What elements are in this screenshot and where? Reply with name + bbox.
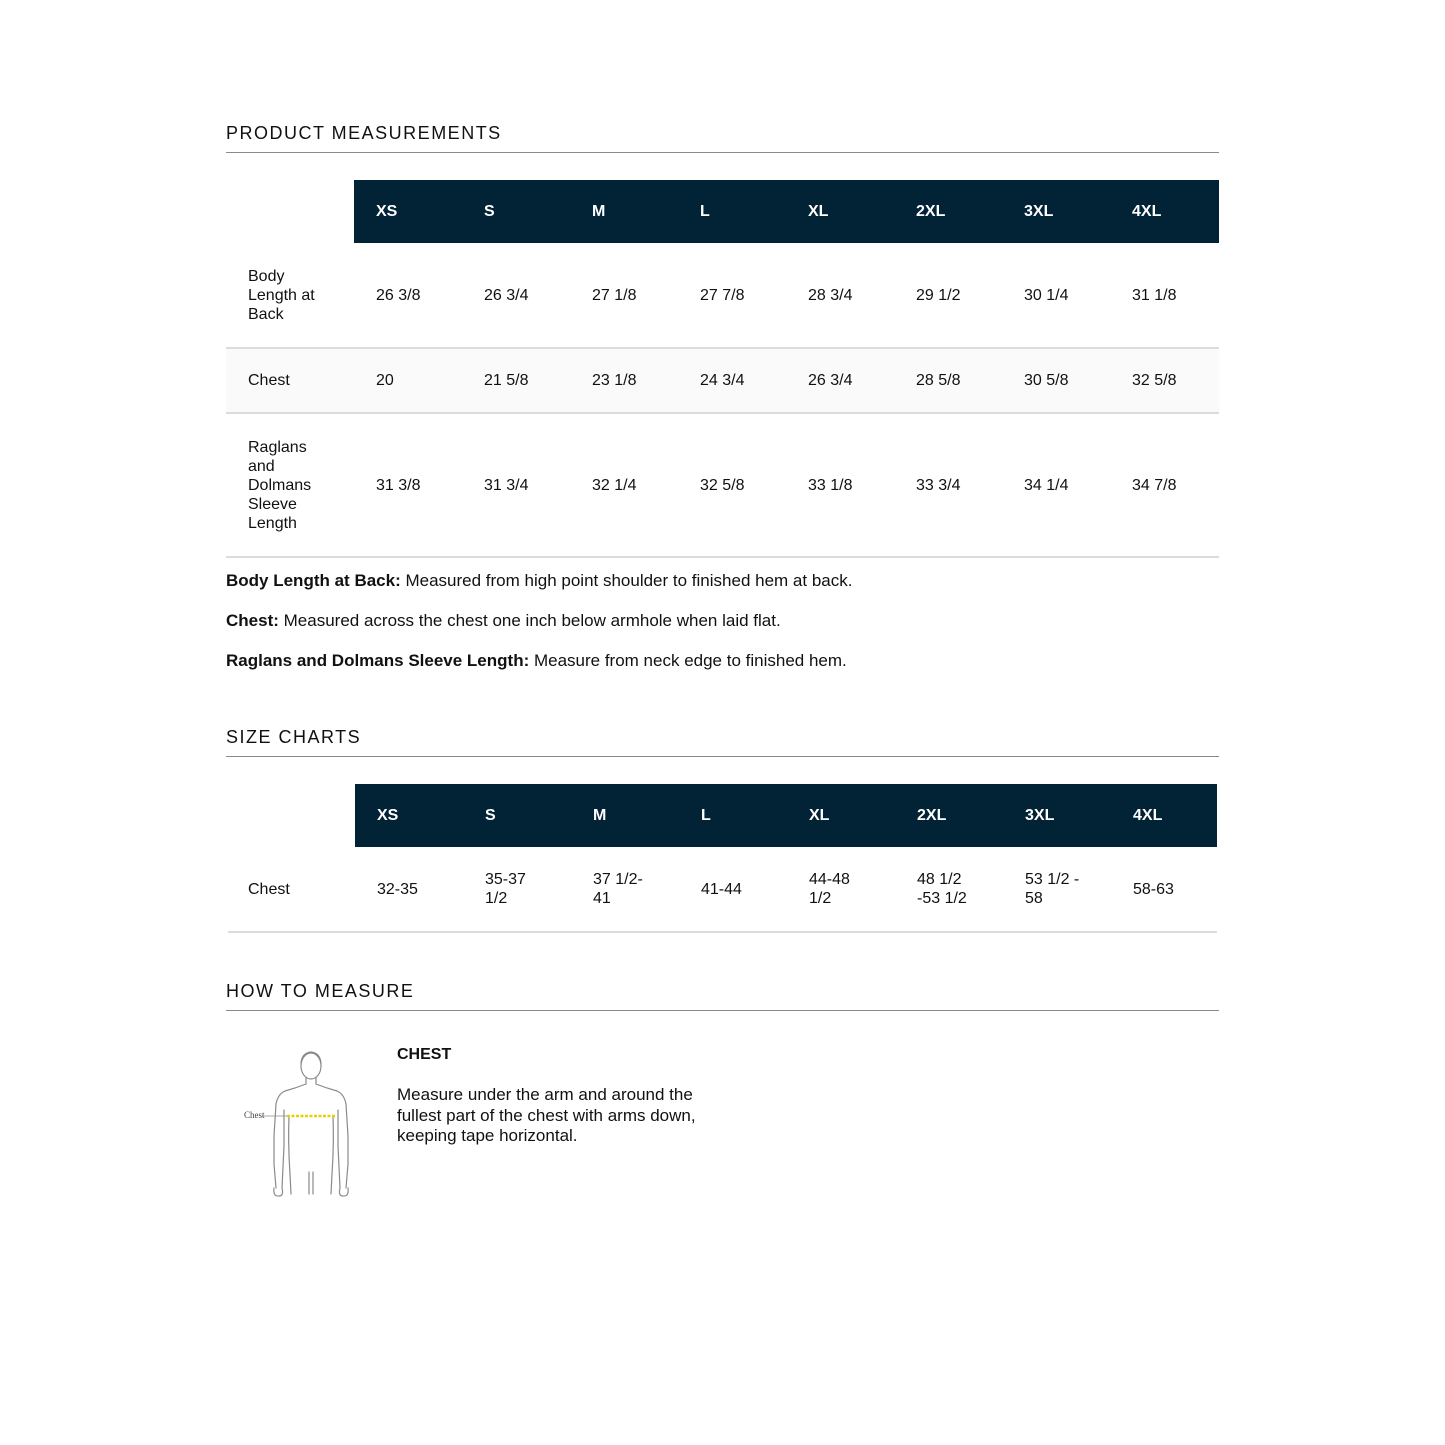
size-header: L: [678, 180, 786, 243]
table-cell: 30 1/4: [1002, 243, 1110, 348]
table-cell: 34 1/4: [1002, 413, 1110, 557]
size-header: L: [679, 784, 787, 847]
table-cell: 32-35: [355, 847, 463, 932]
size-header: 3XL: [1003, 784, 1111, 847]
size-header: 4XL: [1110, 180, 1219, 243]
row-label: Body Length at Back: [226, 243, 354, 348]
size-header: S: [463, 784, 571, 847]
row-label: Chest: [228, 847, 355, 932]
table-cell: 26 3/8: [354, 243, 462, 348]
table-cell: 28 3/4: [786, 243, 894, 348]
table-cell: 37 1/2-41: [571, 847, 679, 932]
table-cell: 44-48 1/2: [787, 847, 895, 932]
note-chest: [226, 611, 781, 631]
size-header: XS: [354, 180, 462, 243]
note-term: Body Length at Back:: [226, 571, 401, 590]
table-cell: 30 5/8: [1002, 348, 1110, 413]
size-header: M: [571, 784, 679, 847]
table-cell: 31 3/8: [354, 413, 462, 557]
table-cell: 27 1/8: [570, 243, 678, 348]
size-charts-title: SIZE CHARTS: [226, 727, 1219, 757]
table-cell: 23 1/8: [570, 348, 678, 413]
table-cell: 53 1/2 - 58: [1003, 847, 1111, 932]
size-header: XS: [355, 784, 463, 847]
figure-label: Chest: [244, 1110, 265, 1120]
table-cell: 24 3/4: [678, 348, 786, 413]
table-row: [226, 413, 1219, 557]
note-sleeve-length: [226, 651, 847, 671]
table-cell: 32 1/4: [570, 413, 678, 557]
table-cell: 58-63: [1111, 847, 1217, 932]
note-text: Measure from neck edge to finished hem.: [529, 651, 847, 670]
chest-measure-figure: [240, 1046, 360, 1198]
note-text: Measured across the chest one inch below armhole when laid flat.: [278, 611, 781, 630]
header-corner: [228, 784, 355, 847]
size-chart-table: [228, 784, 1217, 933]
table-cell: 33 1/8: [786, 413, 894, 557]
row-label: Raglans and Dolmans Sleeve Length: [226, 413, 354, 557]
table-cell: 31 1/8: [1110, 243, 1219, 348]
size-header: 4XL: [1111, 784, 1217, 847]
size-header: M: [570, 180, 678, 243]
table-cell: 21 5/8: [462, 348, 570, 413]
table-cell: 28 5/8: [894, 348, 1002, 413]
size-header: XL: [787, 784, 895, 847]
note-text: Measured from high point shoulder to finished hem at back.: [400, 571, 853, 590]
table-cell: 27 7/8: [678, 243, 786, 348]
table-cell: 32 5/8: [678, 413, 786, 557]
size-header: 2XL: [895, 784, 1003, 847]
how-to-chest-title: CHEST: [397, 1046, 452, 1063]
row-label: Chest: [226, 348, 354, 413]
table-cell: 26 3/4: [462, 243, 570, 348]
table-row: [228, 847, 1217, 932]
size-header: 2XL: [894, 180, 1002, 243]
size-header: XL: [786, 180, 894, 243]
how-to-chest-text: Measure under the arm and around the fullest part of the chest with arms down, keeping tape horizontal.: [397, 1085, 696, 1145]
table-cell: 32 5/8: [1110, 348, 1219, 413]
table-cell: 26 3/4: [786, 348, 894, 413]
table-cell: 33 3/4: [894, 413, 1002, 557]
product-measurements-table: [226, 180, 1219, 558]
table-cell: 41-44: [679, 847, 787, 932]
table-cell: 35-37 1/2: [463, 847, 571, 932]
table-cell: 29 1/2: [894, 243, 1002, 348]
table-header-row: [228, 784, 1217, 847]
size-header: 3XL: [1002, 180, 1110, 243]
table-cell: 31 3/4: [462, 413, 570, 557]
table-cell: 20: [354, 348, 462, 413]
table-cell: 34 7/8: [1110, 413, 1219, 557]
how-to-measure-title: HOW TO MEASURE: [226, 981, 1219, 1011]
size-header: S: [462, 180, 570, 243]
note-term: Raglans and Dolmans Sleeve Length:: [226, 651, 530, 670]
product-measurements-title: PRODUCT MEASUREMENTS: [226, 123, 1219, 153]
header-corner: [226, 180, 354, 243]
table-header-row: [226, 180, 1219, 243]
table-cell: 48 1/2 -53 1/2: [895, 847, 1003, 932]
table-row: [226, 348, 1219, 413]
table-row: [226, 243, 1219, 348]
note-body-length: [226, 571, 852, 591]
note-term: Chest:: [226, 611, 279, 630]
body-outline-icon: [240, 1046, 360, 1198]
